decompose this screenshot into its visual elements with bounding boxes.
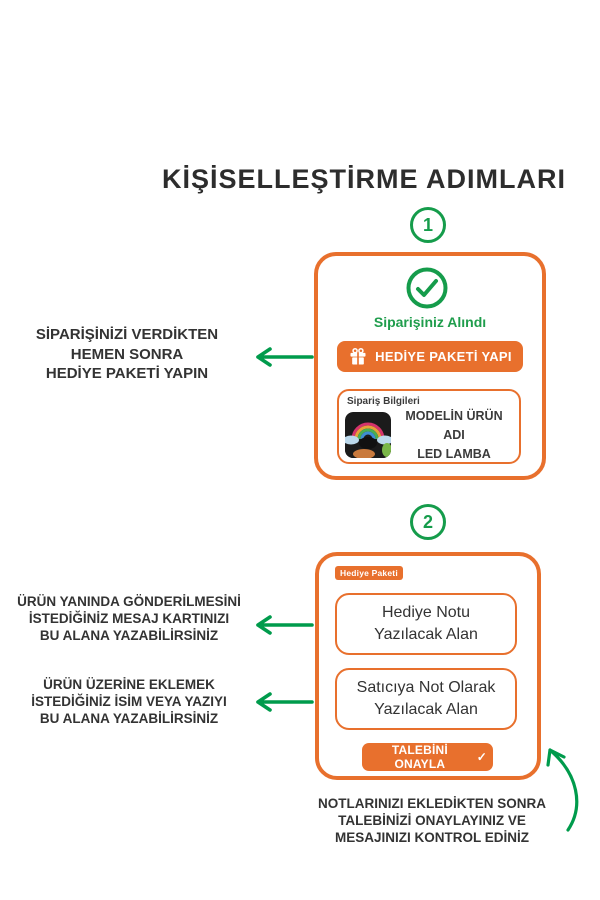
make-gift-wrap-button[interactable] [337, 341, 523, 372]
side-note-line: BU ALANA YAZABİLİRSİNİZ [39, 628, 219, 643]
page-title: KİŞİSELLEŞTİRME ADIMLARI [161, 164, 566, 194]
side-note-line: ÜRÜN YANINDA GÖNDERİLMESİNİ [17, 594, 241, 609]
confirm-button-label: TALEBİNİ ONAYLA [391, 743, 448, 771]
gift-button-label: HEDİYE PAKETİ YAPI [375, 349, 512, 364]
product-image [345, 412, 391, 458]
bottom-note-line: NOTLARINIZI EKLEDİKTEN SONRA [318, 796, 546, 811]
gift-note-line1: Hediye Notu [381, 604, 471, 621]
confirm-request-button[interactable] [362, 743, 493, 771]
product-name [395, 408, 513, 461]
gift-icon [348, 347, 368, 367]
step-2-panel [315, 552, 541, 780]
step-2-number-badge [410, 504, 446, 540]
side-note-line: SİPARİŞİNİZİ VERDİKTEN [35, 326, 219, 343]
side-note-line: HEMEN SONRA [70, 345, 184, 363]
check-icon: ✓ [476, 750, 487, 764]
order-info-card [337, 389, 521, 464]
led-lamp-product-thumbnail [345, 412, 391, 458]
product-name-line1: MODELİN ÜRÜN ADI [405, 408, 503, 442]
step-1-number-badge [410, 207, 446, 243]
order-info-label: Sipariş Bilgileri [347, 396, 420, 407]
gift-wrap-badge: Hediye Paketi [335, 566, 403, 580]
seller-note-line2: Yazılacak Alan [374, 701, 478, 718]
step-2-number: 2 [422, 511, 433, 532]
side-note-line: İSTEDİĞİNİZ MESAJ KARTINIZI [28, 611, 230, 626]
order-received-status: Siparişiniz Alındı [373, 314, 487, 330]
gift-note-field[interactable] [335, 593, 517, 655]
bottom-note-line: TALEBİNİZİ ONAYLAYINIZ VE [338, 813, 526, 828]
left-arrow-icon [246, 345, 314, 369]
side-note-line: İSTEDİĞİNİZ İSİM VEYA YAZIYI [31, 694, 227, 709]
bottom-note-line: MESAJINIZI KONTROL EDİNİZ [334, 830, 529, 845]
curved-up-arrow-icon [534, 738, 590, 834]
side-note-line: HEDİYE PAKETİ YAPIN [45, 365, 209, 382]
bottom-instruction-note [303, 795, 561, 846]
side-note-line: BU ALANA YAZABİLİRSİNİZ [39, 711, 219, 726]
step-2-name-side-note [0, 676, 258, 727]
step-1-panel [314, 252, 546, 480]
step-2-message-side-note [0, 593, 258, 644]
left-arrow-icon [246, 690, 314, 714]
product-name-line2: LED LAMBA [417, 446, 491, 461]
step-1-side-note [0, 325, 254, 384]
left-arrow-icon [246, 613, 314, 637]
side-note-line: ÜRÜN ÜZERİNE EKLEMEK [43, 677, 215, 692]
check-circle-icon [405, 266, 449, 310]
seller-note-line1: Satıcıya Not Olarak [356, 679, 496, 696]
seller-note-field[interactable] [335, 668, 517, 730]
gift-note-line2: Yazılacak Alan [374, 626, 478, 643]
step-1-number: 1 [422, 214, 433, 235]
